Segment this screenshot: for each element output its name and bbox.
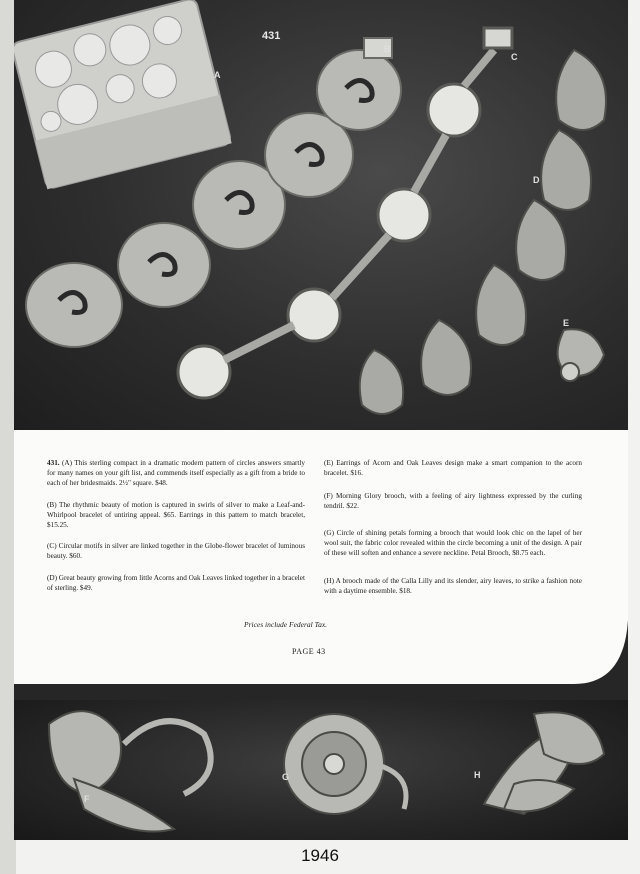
label-f: F — [84, 794, 90, 804]
description-d: (D) Great beauty growing from little Acorns and Oak Leaves linked together in a bracelet of sterling. $49. — [47, 574, 305, 592]
brooch-h — [484, 712, 604, 814]
photo-curve-edge — [14, 600, 628, 700]
label-a: A — [214, 70, 221, 80]
label-e: E — [563, 318, 570, 328]
label-h: H — [474, 770, 481, 780]
label-g: G — [282, 772, 290, 782]
description-column-left — [47, 458, 305, 603]
brooch-f — [49, 711, 211, 831]
item-number: 431. — [47, 459, 60, 467]
description-f: (F) Morning Glory brooch, with a feeling of airy lightness expressed by the curling tendril. $22. — [324, 492, 582, 510]
label-d: D — [533, 175, 540, 185]
compact-a — [14, 0, 232, 189]
jewelry-illustration-top — [14, 0, 628, 430]
jewelry-photo-bottom — [14, 684, 628, 840]
description-column-right — [324, 458, 582, 606]
earring-e — [558, 329, 604, 381]
description-b: (B) The rhythmic beauty of motion is captured in swirls of silver to make a Leaf-and-Whirlpool bracelet of untiring appeal. $65. Earrings in this pattern to match bracelet, $15.25. — [47, 501, 305, 529]
brooch-g — [284, 714, 406, 814]
jewelry-illustration-bottom — [14, 684, 628, 840]
price-footnote: Prices include Federal Tax. — [244, 620, 328, 629]
plate-number: 431 — [262, 30, 281, 42]
page-number: PAGE 43 — [292, 647, 326, 656]
description-431-a — [47, 458, 305, 488]
description-g: (G) Circle of shining petals forming a brooch that would look chic on the lapel of her wool suit, the fabric color revealed within the circle becoming a unit of the design. A pair of these will soften and enhance a severe neckline. Petal Brooch, $8.75 each. — [324, 529, 582, 557]
jewelry-photo-top — [14, 0, 628, 430]
description-c: (C) Circular motifs in silver are linked together in the Globe-flower bracelet of luminous beauty. $60. — [47, 542, 305, 560]
description-text: (A) This sterling compact in a dramatic modern pattern of circles answers smartly for many names on your gift list, and commends itself especially as a gift from a bride to each of her bridesmaids. 2½" square. $48. — [47, 459, 305, 487]
label-c: C — [511, 52, 518, 62]
catalog-page — [14, 0, 628, 840]
year-caption: 1946 — [301, 846, 339, 865]
description-e: (E) Earrings of Acorn and Oak Leaves design make a smart companion to the acorn bracelet. $16. — [324, 459, 582, 477]
description-h: (H) A brooch made of the Calla Lilly and its slender, airy leaves, to strike a fashion note with a daytime ensemble. $18. — [324, 577, 582, 595]
label-b: B — [384, 44, 391, 54]
